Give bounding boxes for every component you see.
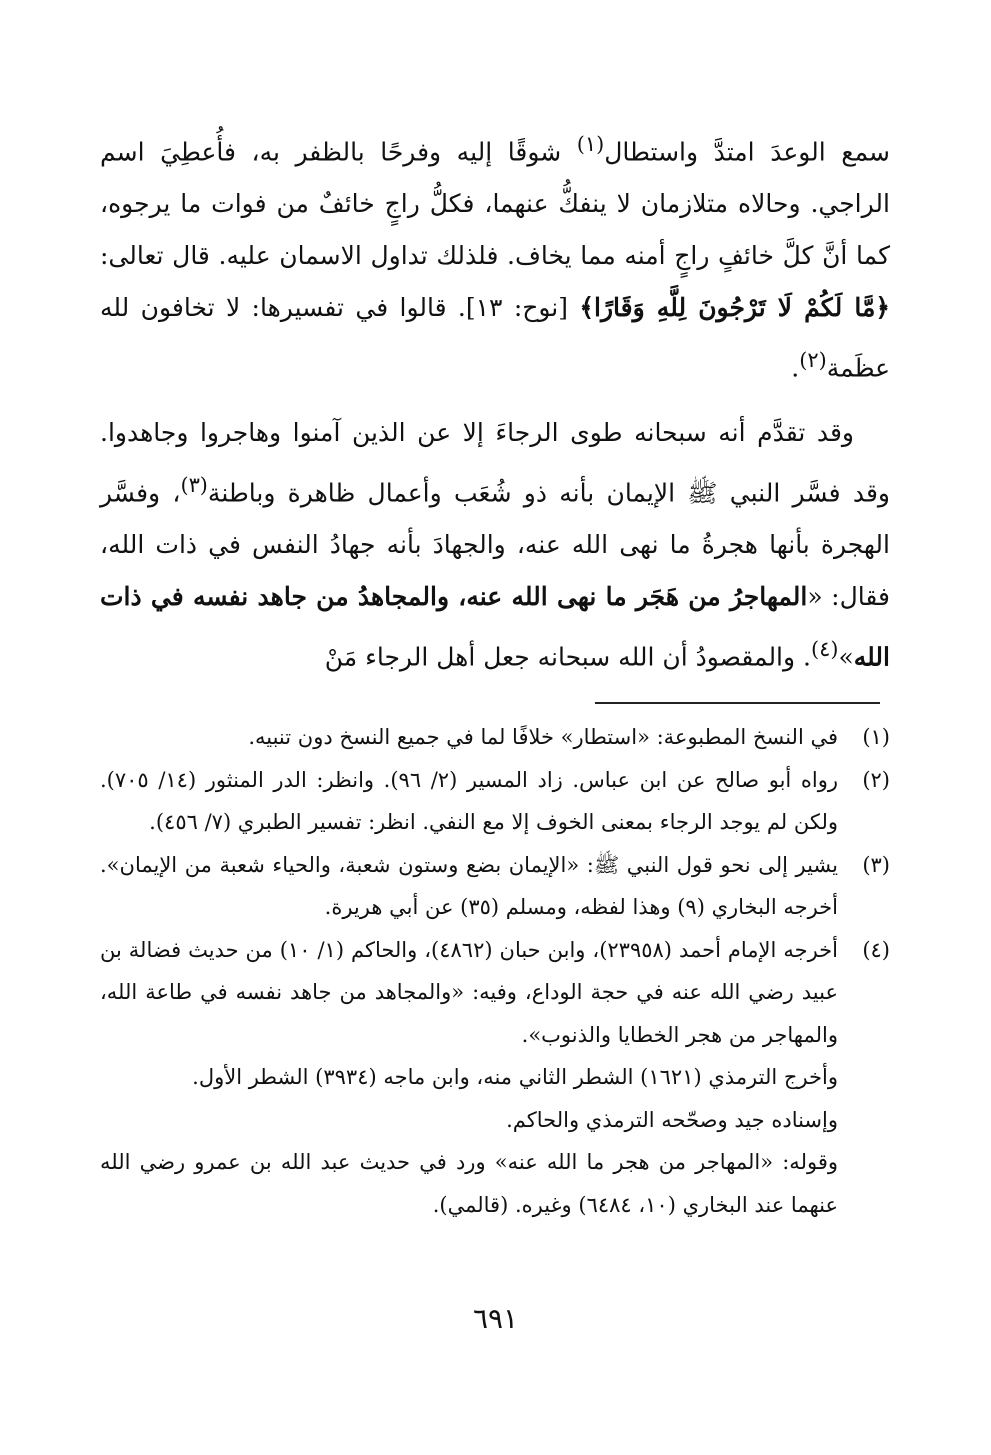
footnote-3 [100,844,890,929]
footnote-ref-3[interactable]: (٣) [180,472,208,497]
main-text-block [100,118,890,683]
hadith-quote: المهاجرُ من هَجَر ما نهى الله عنه، والمجاهدُ من جاهد نفسه في ذات الله [100,581,890,672]
footnote-body [100,759,838,844]
paragraph-2-text-a: وقد تقدَّم أنه سبحانه طوى الرجاءَ إلا عن الذين آمنوا وهاجروا وجاهدوا. وقد فسَّر النبي ﷺ الإيمان بأنه ذو شُعَب وأعمال ظاهرة وباطنة [100,417,890,507]
footnote-body [100,716,838,759]
paragraph-1-text-c: [نوح: ١٣]. قالوا في تفسيرها: لا تخافون لله عظَمة [100,293,890,383]
footnote-number: (٣) [862,852,890,877]
page-number: ٦٩١ [472,1302,519,1335]
footnotes-section [100,716,890,1226]
paragraph-2 [100,407,890,684]
footnote-number: (١) [862,725,890,749]
footnote-text: وأخرج الترمذي (١٦٢١) الشطر الثاني منه، وابن ماجه (٣٩٣٤) الشطر الأول. [192,1065,838,1089]
paragraph-2-text-b: ، وفسَّر الهجرة بأنها هجرةُ ما نهى الله عنه، والجهادَ بأنه جهادُ النفس في ذات الله، فقال: « [100,477,890,611]
footnote-ref-1[interactable]: (١) [576,132,605,156]
paragraph-2-text-c: » [838,642,854,672]
paragraph-1-text-d: . [791,353,800,383]
footnote-text: رواه أبو صالح عن ابن عباس. زاد المسير (٢/ ٩٦). وانظر: الدر المنثور (١٤/ ٧٠٥). ولكن لم يوجد الرجاء بمعنى الخوف إلا مع النفي. انظر: تفسير الطبري (٧/ ٤٥٦). [100,767,838,834]
footnote-text: وقوله: «المهاجر من هجر ما الله عنه» ورد في حديث عبد الله بن عمرو رضي الله عنهما عند البخاري (١٠، ٦٤٨٤) وغيره. (قالمي). [100,1150,838,1217]
footnote-text: أخرجه الإمام أحمد (٢٣٩٥٨)، وابن حبان (٤٨٦٢)، والحاكم (١/ ١٠) من حديث فضالة بن عبيد رضي الله عنه في حجة الوداع، وفيه: «والمجاهد من جاهد نفسه في طاعة الله، والمهاجر من هجر الخطايا والذنوب». [100,937,838,1047]
footnote-ref-4[interactable]: (٤) [810,636,839,661]
footnote-number: (٤) [862,937,890,962]
footnote-text: وإسناده جيد وصحّحه الترمذي والحاكم. [506,1107,838,1132]
quran-verse: ﴿مَّا لَكُمْ لَا تَرْجُونَ لِلَّهِ وَقَارًا﴾ [579,293,890,323]
paragraph-1 [100,118,890,395]
paragraph-2-text-d: . والمقصودُ أن الله سبحانه جعل أهل الرجاء مَنْ [324,642,811,672]
footnote-number: (٢) [862,767,890,792]
footnote-text: في النسخ المطبوعة: «استطار» خلافًا لما في جميع النسخ دون تنبيه. [248,725,838,749]
footnote-body [100,929,838,1227]
footnote-4 [100,929,890,1227]
paragraph-1-text-b: شوقًا إليه وفرحًا بالظفر به، فأُعطِيَ اسم الراجي. وحالاه متلازمان لا ينفكُّ عنهما، فكلُّ راجٍ خائفٌ من فوات ما يرجوه، كما أنَّ كلَّ خائفٍ راجٍ أمنه مما يخاف. فلذلك تداول الاسمان عليه. قال تعالى: [100,137,890,271]
footnote-ref-2[interactable]: (٢) [799,348,827,373]
footnote-1 [100,716,890,759]
footnote-2 [100,759,890,844]
footnote-text: يشير إلى نحو قول النبي ﷺ: «الإيمان بضع وستون شعبة، والحياء شعبة من الإيمان». أخرجه البخاري (٩) وهذا لفظه، ومسلم (٣٥) عن أبي هريرة. [100,852,838,919]
footnote-divider [595,702,880,704]
paragraph-1-text-a: سمع الوعدَ امتدَّ واستطال [604,137,890,167]
footnote-body [100,844,838,929]
